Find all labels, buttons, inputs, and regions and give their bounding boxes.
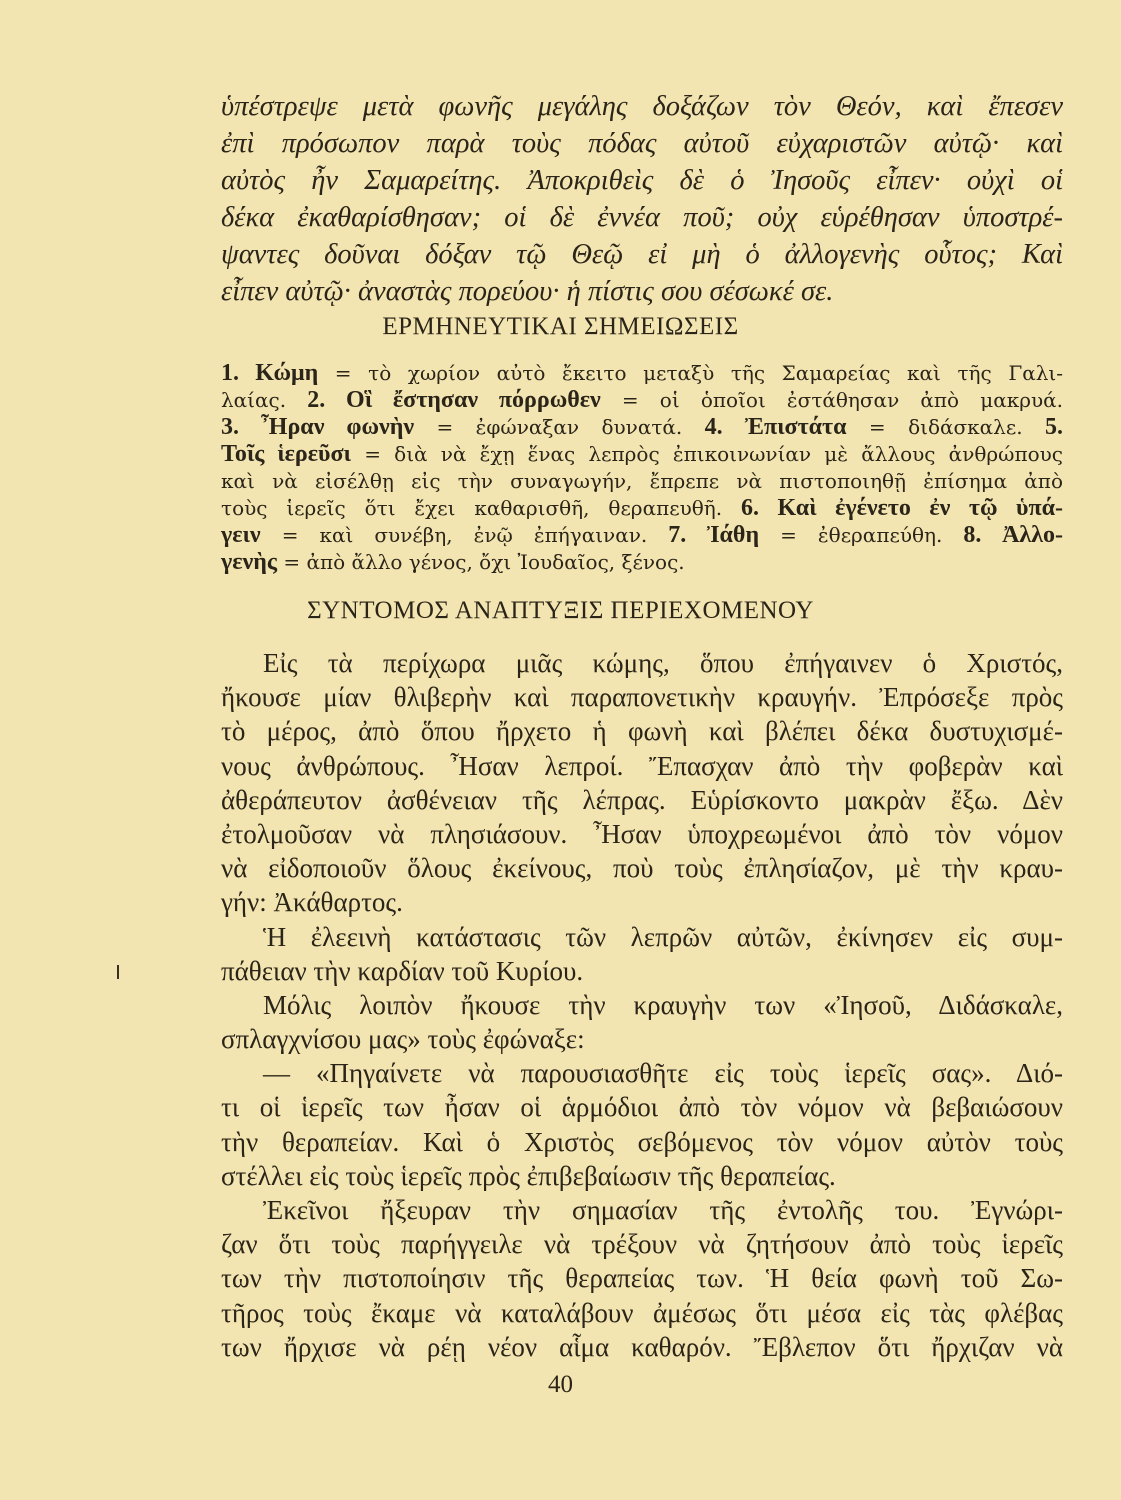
note-definition: = διδάσκαλε. [846,415,1045,439]
text-line: των τὴν πιστοποίησιν τῆς θεραπείας των. Ἡ θεία φωνὴ τοῦ Σω- [221,1263,1063,1294]
margin-mark [117,965,119,979]
note-definition: = τὸ χωρίον αὐτὸ ἔκειτο μεταξὺ τῆς Σαμαρείας καὶ τῆς Γαλι- [318,361,1063,385]
text-line: — «Πηγαίνετε νὰ παρουσιασθῆτε εἰς τοὺς ἱερεῖς σας». Διό- [263,1058,1063,1089]
text-line: γήν: Ἀκάθαρτος. [221,887,403,918]
note-definition: = ἀπὸ ἄλλο γένος, ὄχι Ἰουδαῖος, ξένος. [276,550,685,574]
note-line [221,441,1063,468]
note-term: 4. Ἐπιστάτα [704,414,847,440]
scripture-verse [221,88,1063,310]
text-line: νους ἀνθρώπους. Ἦσαν λεπροί. Ἔπασχαν ἀπὸ τὴν φοβερὰν καὶ [221,750,1063,781]
text-line: τὴν θεραπείαν. Καὶ ὁ Χριστὸς σεβόμενος τὸν νόμον αὐτὸν τοὺς [221,1126,1063,1157]
summary-body-text [221,646,1063,1364]
text-line: πάθειαν τὴν καρδίαν τοῦ Κυρίου. [221,955,584,986]
text-line: ἀθεράπευτον ἀσθένειαν τῆς λέπρας. Εὑρίσκοντο μακρὰν ἔξω. Δὲν [221,784,1063,815]
note-term: 8. Ἀλλο- [963,522,1063,548]
text-line: Ἐκεῖνοι ἤξευραν τὴν σημασίαν τῆς ἐντολῆς του. Ἐγνώρι- [263,1195,1063,1225]
text-line: στέλλει εἰς τοὺς ἱερεῖς πρὸς ἐπιβεβαίωσιν τῆς θεραπείας. [221,1160,836,1191]
note-term: 5. [1045,414,1063,440]
note-line [221,387,1063,414]
text-line: ψαντες δοῦναι δόξαν τῷ Θεῷ εἰ μὴ ὁ ἀλλογενὴς οὗτος; Καὶ [221,239,1063,270]
text-line: νὰ εἰδοποιοῦν ὅλους ἐκείνους, ποὺ τοὺς ἐπλησίαζον, μὲ τὴν κραυ- [221,853,1063,884]
text-line: ἐτολμοῦσαν νὰ πλησιάσουν. Ἦσαν ὑποχρεωμένοι ἀπὸ τὸν νόμον [221,818,1063,849]
text-line: Μόλις λοιπὸν ἤκουσε τὴν κραυγὴν των «Ἰησοῦ, Διδάσκαλε, [263,989,1063,1020]
note-line [221,522,1063,549]
text-line: εἶπεν αὐτῷ· ἀναστὰς πορεύου· ἡ πίστις σου σέσωκέ σε. [221,276,834,307]
text-line: Εἰς τὰ περίχωρα μιᾶς κώμης, ὅπου ἐπήγαινεν ὁ Χριστός, [263,648,1063,678]
note-term: γενὴς [221,549,277,575]
note-term: 2. Οἳ ἔστησαν πόρρωθεν [307,387,601,413]
note-definition: = οἱ ὁποῖοι ἐστάθησαν ἀπὸ μακρυά. [600,388,1063,412]
interpretive-notes [221,360,1063,576]
text-line: τὸ μέρος, ἀπὸ ὅπου ἤρχετο ἡ φωνὴ καὶ βλέπει δέκα δυστυχισμέ- [221,716,1063,747]
note-definition: λαίας. [221,388,308,412]
note-line [221,414,1063,441]
text-line: ἤκουσε μίαν θλιβερὴν καὶ παραπονετικὴν κραυγήν. Ἐπρόσεξε πρὸς [221,682,1063,713]
note-definition: τοὺς ἱερεῖς ὅτι ἔχει καθαρισθῆ, θεραπευθῆ. [221,496,741,520]
note-line [221,360,1063,387]
text-line: σπλαγχνίσου μας» τοὺς ἐφώναξε: [221,1024,585,1055]
text-line: τι οἱ ἱερεῖς των ἦσαν οἱ ἁρμόδιοι ἀπὸ τὸν νόμον νὰ βεβαιώσουν [221,1092,1063,1123]
note-definition: = ἐθεραπεύθη. [759,523,964,547]
note-line [221,468,1063,495]
note-definition: καὶ νὰ εἰσέλθῃ εἰς τὴν συναγωγήν, ἔπρεπε νὰ πιστοποιηθῇ ἐπίσημα ἀπὸ [221,469,1063,493]
page-number: 40 [548,1371,573,1398]
text-line: ἐπὶ πρόσωπον παρὰ τοὺς πόδας αὐτοῦ εὐχαριστῶν αὐτῷ· καὶ [221,128,1063,159]
text-line: των ἤρχισε νὰ ρέῃ νέον αἷμα καθαρόν. Ἔβλεπον ὅτι ἤρχιζαν νὰ [221,1331,1063,1362]
note-term: 1. Κώμη [221,360,319,386]
note-term: 3. Ἦραν φωνὴν [221,414,415,440]
note-term: Τοῖς ἱερεῦσι [221,441,351,467]
note-term: γειν [221,522,261,548]
note-term: 6. Καὶ ἐγένετο ἐν τῷ ὑπά- [741,495,1063,521]
text-line: Ἡ ἐλεεινὴ κατάστασις τῶν λεπρῶν αὐτῶν, ἐκίνησεν εἰς συμ- [263,921,1063,952]
text-line: ζαν ὅτι τοὺς παρήγγειλε νὰ τρέξουν νὰ ζητήσουν ἀπὸ τοὺς ἱερεῖς [221,1229,1063,1260]
text-line: ὑπέστρεψε μετὰ φωνῆς μεγάλης δοξάζων τὸν Θεόν, καὶ ἔπεσεν [221,91,1063,122]
heading-content-summary: ΣΥΝΤΟΜΟΣ ΑΝΑΠΤΥΞΙΣ ΠΕΡΙΕΧΟΜΕΝΟΥ [307,597,814,624]
text-line: δέκα ἐκαθαρίσθησαν; οἱ δὲ ἐννέα ποῦ; οὐχ εὑρέθησαν ὑποστρέ- [221,202,1063,233]
heading-interpretive-notes: ΕΡΜΗΝΕΥΤΙΚΑΙ ΣΗΜΕΙΩΣΕΙΣ [382,313,739,340]
note-definition: = ἐφώναξαν δυνατά. [414,415,705,439]
note-line [221,495,1063,522]
text-line: τῆρος τοὺς ἔκαμε νὰ καταλάβουν ἀμέσως ὅτι μέσα εἰς τὰς φλέβας [221,1297,1063,1328]
note-definition: = διὰ νὰ ἔχῃ ἕνας λεπρὸς ἐπικοινωνίαν μὲ ἄλλους ἀνθρώπους [351,442,1064,466]
note-line [221,549,1063,576]
text-line: αὐτὸς ἦν Σαμαρείτης. Ἀποκριθεὶς δὲ ὁ Ἰησοῦς εἶπεν· οὐχὶ οἱ [221,165,1063,196]
note-definition: = καὶ συνέβη, ἐνῷ ἐπήγαιναν. [260,523,669,547]
note-term: 7. Ἰάθη [668,522,760,548]
